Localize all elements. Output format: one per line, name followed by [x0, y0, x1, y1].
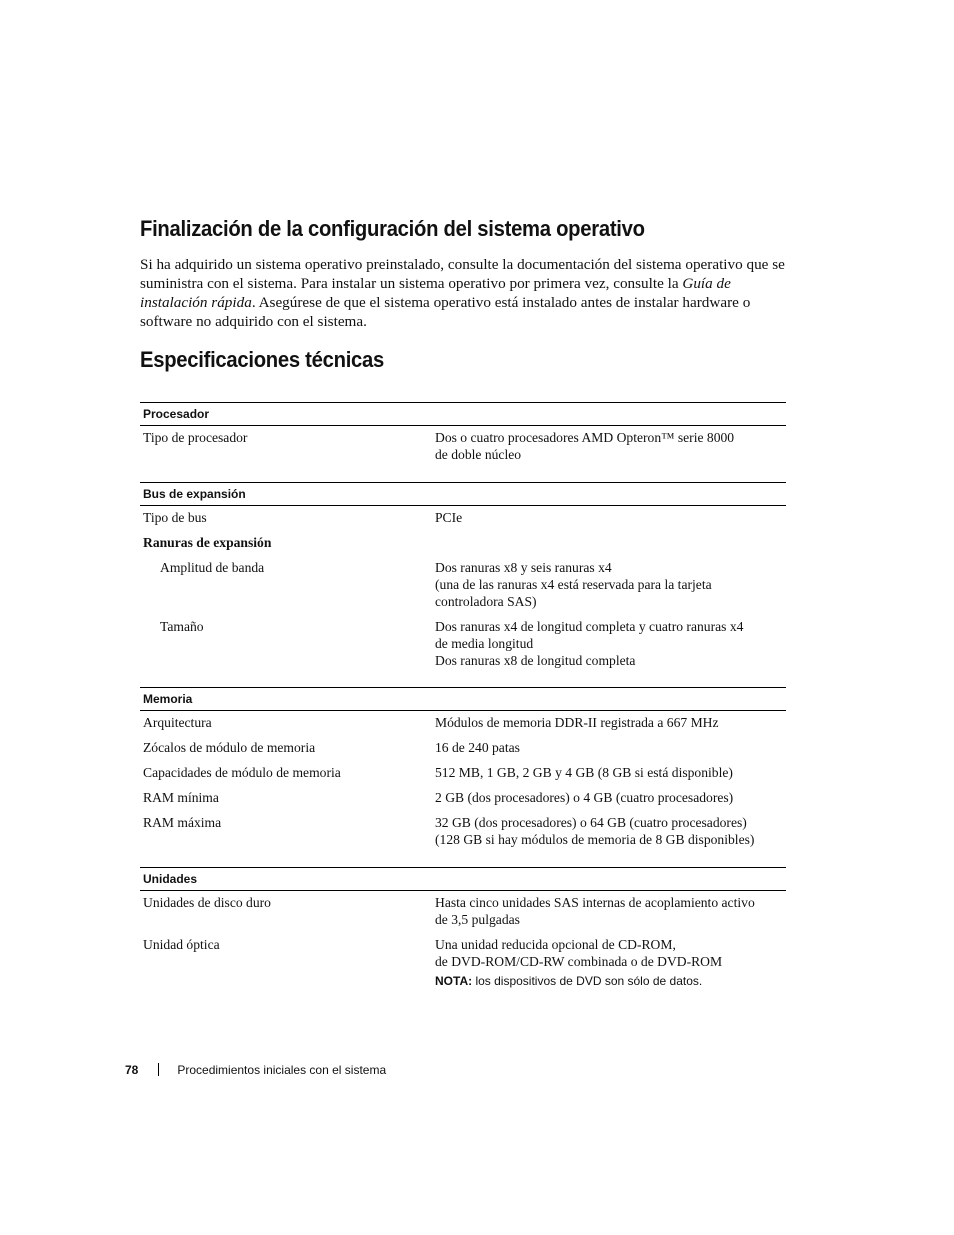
processor-section-heading: Procesador: [140, 402, 786, 426]
spec-row-optical-drive: [140, 936, 786, 989]
note-text: los dispositivos de DVD son sólo de datos.: [472, 974, 703, 988]
dvd-note: [435, 973, 786, 989]
paragraph-text-1: Si ha adquirido un sistema operativo preinstalado, consulte la documentación del sistema operativo que se suministra con el sistema. Para instalar un sistema operativo por primera vez, consulte la: [140, 256, 785, 292]
note-label: NOTA:: [435, 974, 473, 988]
spec-label: Amplitud de banda: [160, 560, 265, 575]
spec-value-line: Dos ranuras x8 de longitud completa: [435, 653, 636, 668]
spec-label: Arquitectura: [143, 715, 212, 730]
spec-label: Zócalos de módulo de memoria: [143, 740, 316, 755]
spec-label: Unidades de disco duro: [143, 895, 271, 910]
memory-section-heading: Memoria: [140, 687, 786, 711]
os-setup-heading: Finalización de la configuración del sistema operativo: [140, 216, 645, 241]
spec-value-line: de media longitud: [435, 636, 534, 651]
spec-value-line: Una unidad reducida opcional de CD-ROM,: [435, 937, 676, 952]
expansion-bus-section-heading: Bus de expansión: [140, 482, 786, 506]
spec-value-line: (128 GB si hay módulos de memoria de 8 GB disponibles): [435, 832, 755, 847]
spec-row-max-ram: [140, 814, 786, 848]
spec-value-line: Hasta cinco unidades SAS internas de acoplamiento activo: [435, 895, 755, 910]
spec-row-size: [140, 618, 786, 669]
spec-row-memory-sockets: [140, 739, 786, 756]
page-number: 78: [125, 1063, 139, 1077]
spec-label: Unidad óptica: [143, 937, 220, 952]
spec-value: 2 GB (dos procesadores) o 4 GB (cuatro procesadores): [435, 790, 734, 805]
spec-value: [435, 814, 786, 848]
spec-label: Capacidades de módulo de memoria: [143, 765, 341, 780]
spec-row-min-ram: [140, 789, 786, 806]
specs-table: [140, 402, 786, 989]
spec-value-line: Dos ranuras x4 de longitud completa y cuatro ranuras x4: [435, 619, 744, 634]
os-setup-paragraph: [140, 255, 800, 331]
spec-row-hard-drives: [140, 894, 786, 928]
spec-row-expansion-slots: [140, 534, 786, 551]
spec-value: 512 MB, 1 GB, 2 GB y 4 GB (8 GB si está disponible): [435, 765, 733, 780]
spec-value-line: Dos o cuatro procesadores AMD Opteron™ serie 8000: [435, 430, 735, 445]
drives-section-heading: Unidades: [140, 867, 786, 891]
spec-value: PCIe: [435, 510, 463, 525]
spec-value-line: de 3,5 pulgadas: [435, 912, 520, 927]
spec-label: Tipo de procesador: [143, 430, 248, 445]
spec-value: [435, 894, 786, 928]
spec-value: [435, 429, 786, 463]
spec-row-bus-type: [140, 509, 786, 526]
spec-value: 16 de 240 patas: [435, 740, 520, 755]
page-footer: [125, 1063, 386, 1077]
spec-label: RAM mínima: [143, 790, 219, 805]
spec-value-line: de doble núcleo: [435, 447, 522, 462]
spec-row-architecture: [140, 714, 786, 731]
spec-value-line: (una de las ranuras x4 está reservada para la tarjeta: [435, 577, 712, 592]
spec-value-line: de DVD-ROM/CD-RW combinada o de DVD-ROM: [435, 954, 723, 969]
spec-row-bandwidth: [140, 559, 786, 610]
spec-value: [435, 618, 786, 669]
spec-label: RAM máxima: [143, 815, 222, 830]
spec-label: Tamaño: [160, 619, 204, 634]
spec-sublabel: Ranuras de expansión: [143, 535, 272, 550]
tech-specs-heading: Especificaciones técnicas: [140, 347, 384, 372]
spec-value: Módulos de memoria DDR-II registrada a 667 MHz: [435, 715, 719, 730]
paragraph-text-2: . Asegúrese de que el sistema operativo está instalado antes de instalar hardware o software no adquirido con el sistema.: [140, 294, 751, 330]
spec-value-line: Dos ranuras x8 y seis ranuras x4: [435, 560, 612, 575]
spec-row-module-capacities: [140, 764, 786, 781]
spec-label: Tipo de bus: [143, 510, 207, 525]
chapter-title: Procedimientos iniciales con el sistema: [177, 1063, 387, 1077]
footer-divider: [158, 1063, 159, 1076]
spec-value-line: 32 GB (dos procesadores) o 64 GB (cuatro procesadores): [435, 815, 747, 830]
spec-value-line: controladora SAS): [435, 594, 537, 609]
spec-value: [435, 559, 786, 610]
quick-install-guide-title: Guía de instalación rápida: [140, 275, 731, 311]
spec-value: [435, 936, 786, 989]
spec-row-processor-type: [140, 429, 786, 463]
